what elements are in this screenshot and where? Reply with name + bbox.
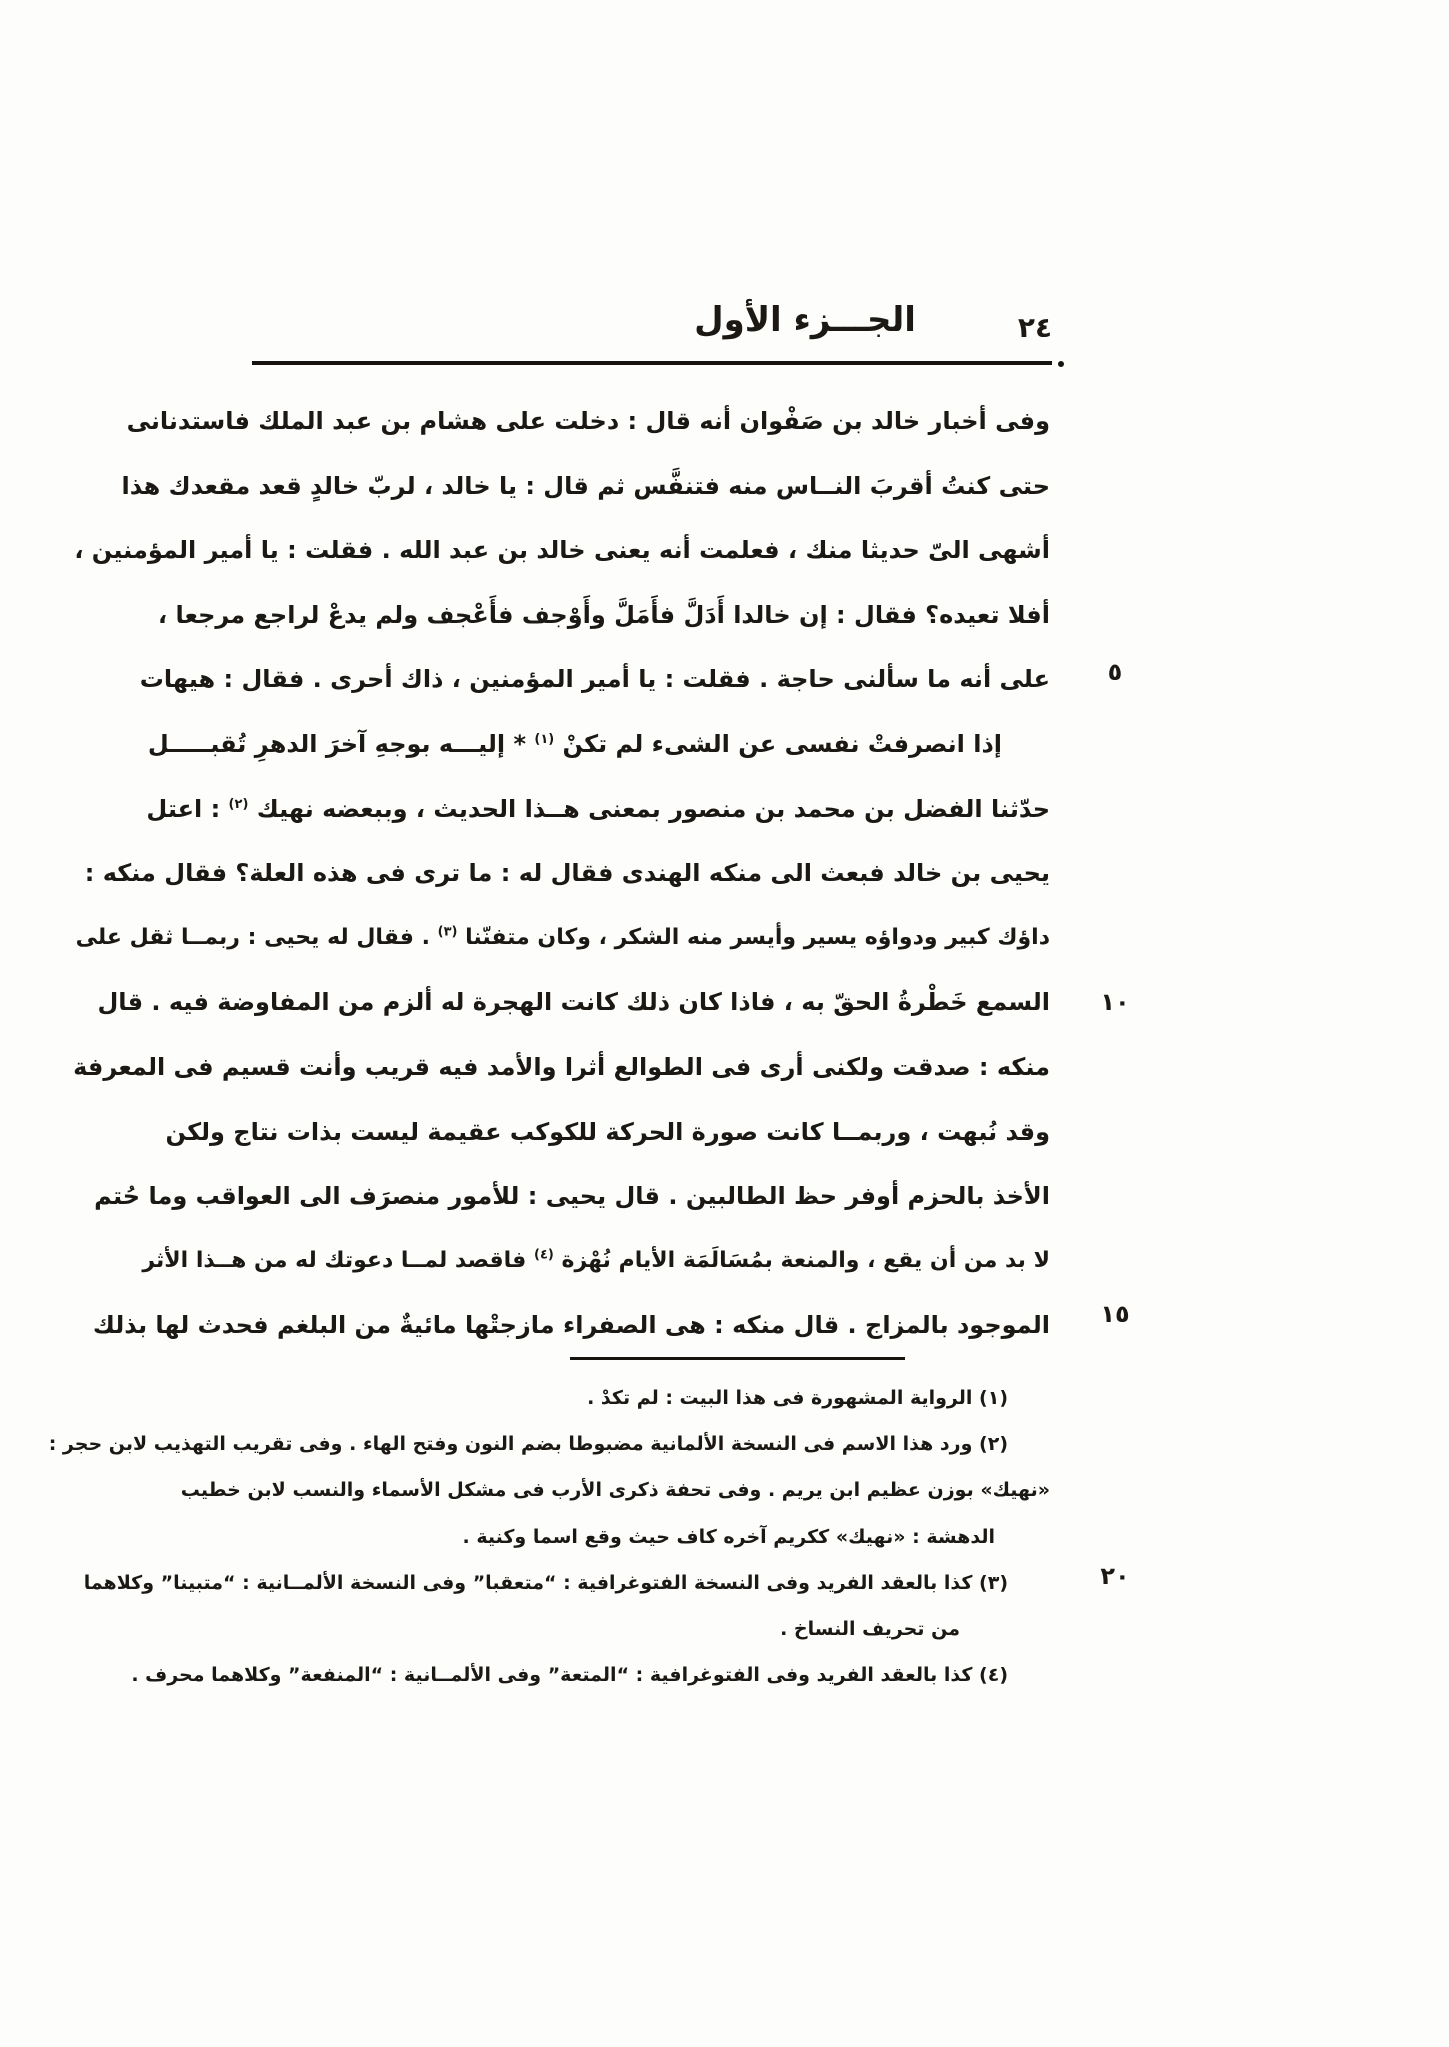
text-line: داؤك كبير ودواؤه يسير وأيسر منه الشكر ، وكان متفنّنا $^{(٣)}$ . فقال له يحيى : ربمــا ثقل على: [75, 924, 1050, 950]
footnote-line: (١) الرواية المشهورة فى هذا البيت : لم تكدْ .: [587, 1387, 1008, 1409]
header-rule-end-dot: [1058, 361, 1064, 367]
footnote-marker: (٢): [228, 796, 249, 812]
text-line: على أنه ما سألنى حاجة . فقلت : يا أمير المؤمنين ، ذاك أحرى . فقال : هيهات: [139, 665, 1050, 694]
text-line: حتى كنتُ أقربَ النــاس منه فتنفَّس ثم قال : يا خالد ، لربّ خالدٍ قعد مقعدك هذا: [121, 471, 1050, 500]
footnote-marker: (٤): [533, 1247, 554, 1263]
footnotes-block: [48, 1375, 1050, 1698]
margin-line-number: ١٥: [1100, 1300, 1130, 1328]
page-number: ٢٤: [1017, 311, 1053, 344]
text-line: السمع خَطْرةُ الحقّ به ، فاذا كان ذلك كانت الهجرة له ألزم من المفاوضة فيه . قال: [97, 988, 1050, 1017]
text-line: يحيى بن خالد فبعث الى منكه الهندى فقال له : ما ترى فى هذه العلة؟ فقال منكه :: [84, 859, 1050, 888]
text-line: وقد نُبهت ، وربمــا كانت صورة الحركة للكوكب عقيمة ليست بذات نتاج ولكن: [165, 1117, 1050, 1146]
text-line: أفلا تعيده؟ فقال : إن خالدا أَدَلَّ فأَمَلَّ وأَوْجف فأَعْجف ولم يدعْ لراجع مرجعا ،: [158, 600, 1050, 629]
footnote-line: من تحريف النساخ .: [780, 1617, 960, 1640]
running-head-title: الجـــزء الأول: [694, 300, 916, 340]
text-line: الأخذ بالحزم أوفر حظ الطالبين . قال يحيى : للأمور منصرَف الى العواقب وما حُتم: [94, 1182, 1050, 1211]
margin-line-number: ١٠: [1100, 988, 1130, 1016]
margin-line-number: ٥: [1107, 658, 1123, 686]
footnote-line: (٣) كذا بالعقد الفريد وفى النسخة الفتوغرافية : “متعقبا” وفى النسخة الألمــانية : “متبينا” وكلاهما: [83, 1571, 1008, 1594]
text-line: لا بد من أن يقع ، والمنعة بمُسَالَمَة الأيام نُهْزة $^{(٤)}$ فاقصد لمــا دعوتك له من هــذا الأثر: [142, 1247, 1050, 1273]
footnote-marker: (١): [534, 731, 555, 747]
text-line: وفى أخبار خالد بن صَفْوان أنه قال : دخلت على هشام بن عبد الملك فاستدنانى: [126, 407, 1050, 435]
body-text: [73, 389, 1050, 1358]
footnote-separator: [570, 1357, 905, 1360]
text-line: الموجود بالمزاج . قال منكه : هى الصفراء مازجتْها مائيةٌ من البلغم فحدث لها بذلك: [92, 1311, 1050, 1340]
margin-line-number: ٢٠: [1100, 1562, 1130, 1590]
text-line: حدّثنا الفضل بن محمد بن منصور بمعنى هــذا الحديث ، وببعضه نهيك $^{(٢)}$ : اعتل: [146, 794, 1050, 823]
footnote-line: «نهيك» بوزن عظيم ابن يريم . وفى تحفة ذكرى الأرب فى مشكل الأسماء والنسب لابن خطيب: [180, 1479, 1050, 1502]
header-rule: [252, 361, 1052, 365]
text-line: منكه : صدقت ولكنى أرى فى الطوالع أثرا والأمد فيه قريب وأنت قسيم فى المعرفة: [73, 1052, 1050, 1081]
footnote-line: (٤) كذا بالعقد الفريد وفى الفتوغرافية : “المتعة” وفى الألمــانية : “المنفعة” وكلاهما محرف .: [131, 1664, 1008, 1687]
footnote-marker: (٣): [437, 924, 458, 940]
verse-line: إذا انصرفتْ نفسى عن الشىء لم تكنْ $^{(١)}$ * إليـــه بوجهِ آخرَ الدهرِ تُقبـــــل: [147, 729, 1002, 758]
text-line: أشهى الىّ حديثا منك ، فعلمت أنه يعنى خالد بن عبد الله . فقلت : يا أمير المؤمنين ،: [74, 536, 1050, 565]
footnote-line: (٢) ورد هذا الاسم فى النسخة الألمانية مضبوطا بضم النون وفتح الهاء . وفى تقريب التهذيب لابن حجر :: [48, 1433, 1008, 1456]
footnote-line: الدهشة : «نهيك» ككريم آخره كاف حيث وقع اسما وكنية .: [462, 1525, 995, 1548]
